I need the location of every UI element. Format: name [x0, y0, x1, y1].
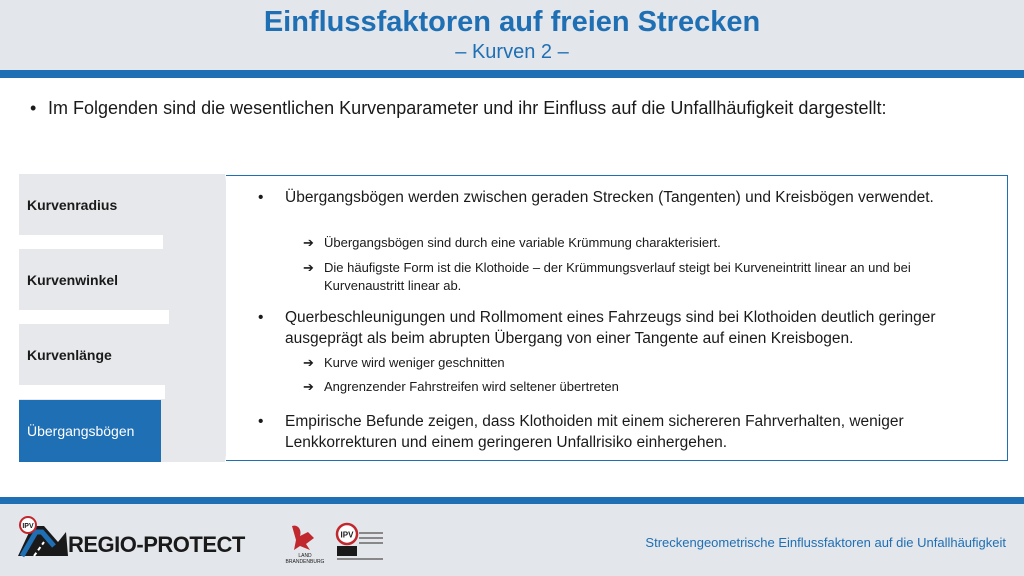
bullet-text: Empirische Befunde zeigen, dass Klothoiden mit einem sichereren Fahrverhalten, weniger Lenkkorrekturen und einem geringeren Unfallrisiko einhergehen.: [285, 413, 904, 451]
footer-caption: Streckengeometrische Einflussfaktoren auf die Unfallhäufigkeit: [645, 535, 1006, 550]
tab-label: Kurvenlänge: [27, 347, 112, 363]
tab-label: Kurvenwinkel: [27, 272, 119, 288]
sub-text: Kurve wird weniger geschnitten: [324, 355, 505, 370]
content-bullet-2: [258, 307, 998, 349]
tab-kurvenlaenge[interactable]: [19, 324, 161, 386]
arrow-right-icon: ➔: [303, 379, 314, 394]
arrow-right-icon: ➔: [303, 235, 314, 250]
svg-text:BRANDENBURG: BRANDENBURG: [285, 559, 325, 565]
header-divider: [0, 70, 1024, 78]
bullet-icon: •: [258, 413, 264, 430]
parameter-tabs: [19, 174, 245, 462]
intro-line: [30, 98, 886, 119]
content-sub-2-1: [303, 354, 983, 372]
page-subtitle: – Kurven 2 –: [455, 41, 569, 63]
sub-text: Angrenzender Fahrstreifen wird seltener übertreten: [324, 379, 619, 394]
content-sub-1-2: [303, 259, 983, 295]
bullet-icon: •: [258, 189, 264, 206]
sub-text: Übergangsbögen sind durch eine variable Krümmung charakterisiert.: [324, 235, 721, 250]
arrow-right-icon: ➔: [303, 260, 314, 275]
footer-divider: [0, 497, 1024, 504]
brand-name: REGIO-PROTECT: [68, 532, 245, 557]
tab-kurvenwinkel[interactable]: [19, 249, 161, 311]
svg-text:IPV: IPV: [22, 523, 34, 530]
bullet-icon: •: [30, 98, 37, 118]
tab-kurvenradius[interactable]: [19, 174, 161, 236]
svg-text:IPV: IPV: [340, 530, 354, 540]
bullet-icon: •: [258, 309, 264, 326]
bullet-text: Querbeschleunigungen und Rollmoment eines Fahrzeugs sind bei Klothoiden deutlich geringer ausgeprägt als beim abrupten Übergang von einer Tangente auf einen Kreisbogen.: [285, 309, 936, 347]
content-sub-1-1: [303, 234, 983, 252]
svg-text:LAND: LAND: [298, 553, 312, 559]
content-bullet-3: [258, 411, 998, 453]
tab-label: Kurvenradius: [27, 197, 118, 213]
intro-text: Im Folgenden sind die wesentlichen Kurvenparameter und ihr Einfluss auf die Unfallhäufigkeit dargestellt:: [48, 98, 887, 118]
bullet-text: Übergangsbögen werden zwischen geraden Strecken (Tangenten) und Kreisbögen verwendet.: [285, 189, 934, 206]
slide-header: [0, 0, 1024, 70]
land-brandenburg-logo: [280, 516, 330, 566]
ipv-logo: [333, 522, 385, 562]
tab-label: Übergangsbögen: [27, 423, 135, 439]
content-sub-2-2: [303, 378, 983, 396]
arrow-right-icon: ➔: [303, 355, 314, 370]
page-title: Einflussfaktoren auf freien Strecken: [263, 6, 761, 38]
tab-uebergangsboegen[interactable]: [19, 400, 161, 462]
sub-text: Die häufigste Form ist die Klothoide – der Krümmungsverlauf steigt bei Kurveneintritt linear an und bei Kurvenaustritt linear ab.: [324, 260, 911, 293]
content-bullet-1: [258, 187, 998, 208]
